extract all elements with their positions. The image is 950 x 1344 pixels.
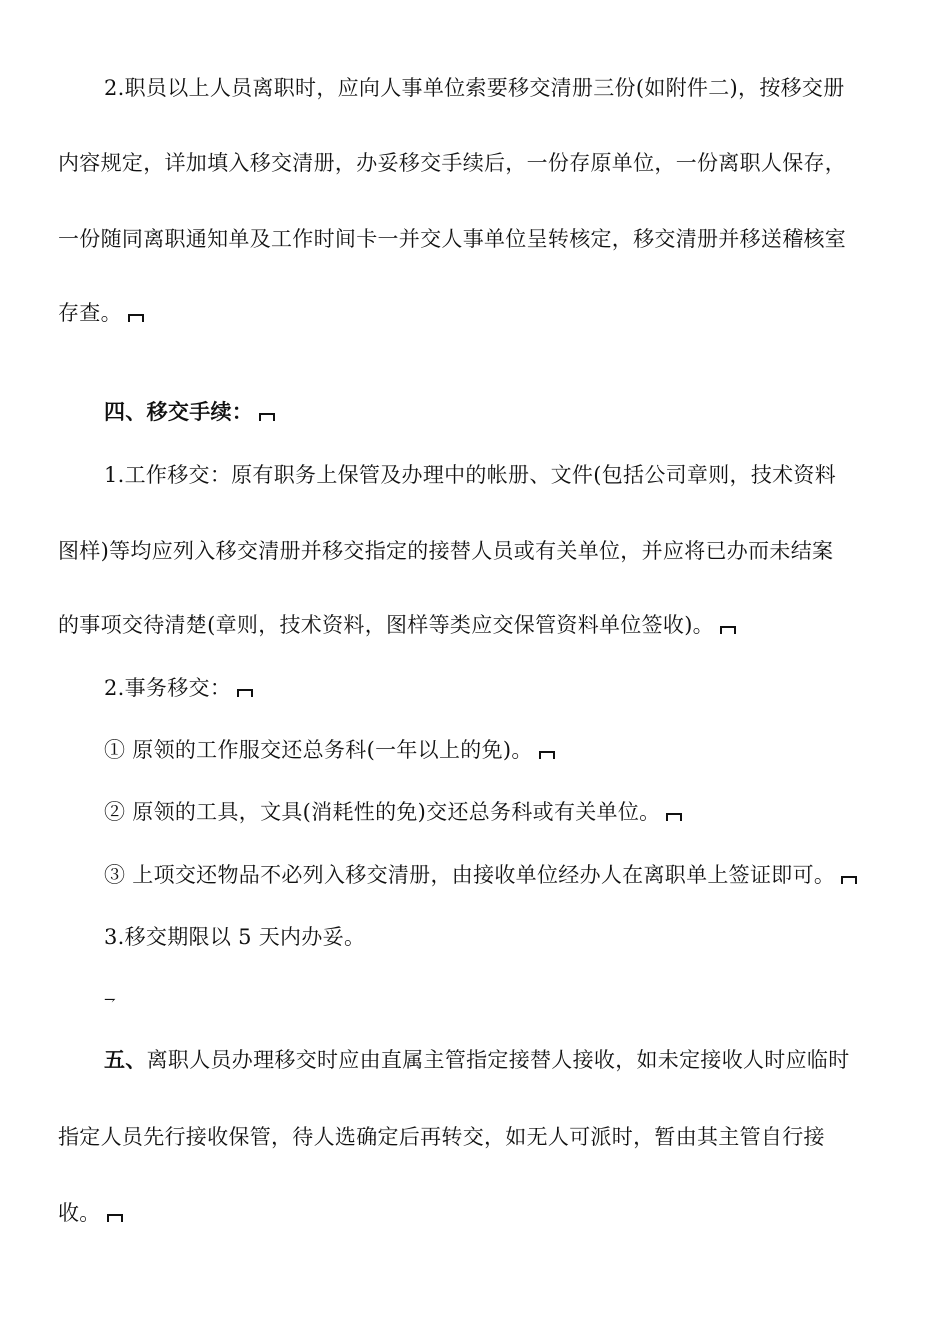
paragraph-mark-icon [539,751,555,759]
paragraph-mark-icon [128,314,144,322]
paragraph-5-line-3: 收。 [58,1198,123,1228]
paragraph-3-2-line-4: 存查。 [58,298,144,328]
paragraph-5-line-2: 指定人员先行接收保管，待人选确定后再转交，如无人可派时，暂由其主管自行接 [58,1125,825,1149]
paragraph-mark-icon [841,876,857,884]
section-4-heading: 四、移交手续： [104,397,275,427]
paragraph-mark-icon [259,413,275,421]
list-item: ① 原领的工作服交还总务科(一年以上的免)。 [104,735,555,765]
paragraph-mark-icon [720,626,736,634]
list-item: ③ 上项交还物品不必列入移交清册，由接收单位经办人在离职单上签证即可。 [104,860,857,890]
paragraph-3-2-line-2: 内容规定，详加填入移交清册，办妥移交手续后，一份存原单位，一份离职人保存， [58,151,847,175]
paragraph-4-1-line-3: 的事项交待清楚(章则，技术资料，图样等类应交保管资料单位签收)。 [58,610,736,640]
paragraph-3-2-line-1: 2.职员以上人员离职时，应向人事单位索要移交清册三份(如附件二)，按移交册 [104,76,845,100]
paragraph-4-1-line-1: 1.工作移交：原有职务上保管及办理中的帐册、文件(包括公司章则，技术资料 [104,463,837,487]
paragraph-mark-icon [666,813,682,821]
list-item: ② 原领的工具，文具(消耗性的免)交还总务科或有关单位。 [104,797,682,827]
paragraph-4-3: 3.移交期限以 5 天内办妥。 [104,925,366,949]
paragraph-4-2-title: 2.事务移交： [104,673,253,703]
paragraph-mark-icon [107,1214,123,1222]
paragraph-3-2-line-3: 一份随同离职通知单及工作时间卡一并交人事单位呈转核定，移交清册并移送稽核室 [58,227,847,251]
small-mark-icon: ⇁ [104,992,116,1008]
paragraph-4-1-line-2: 图样)等均应列入移交清册并移交指定的接替人员或有关单位，并应将已办而未结案 [58,539,834,563]
paragraph-5-line-1: 五、离职人员办理移交时应由直属主管指定接替人接收，如未定接收人时应临时 [104,1047,850,1072]
paragraph-mark-icon [237,689,253,697]
